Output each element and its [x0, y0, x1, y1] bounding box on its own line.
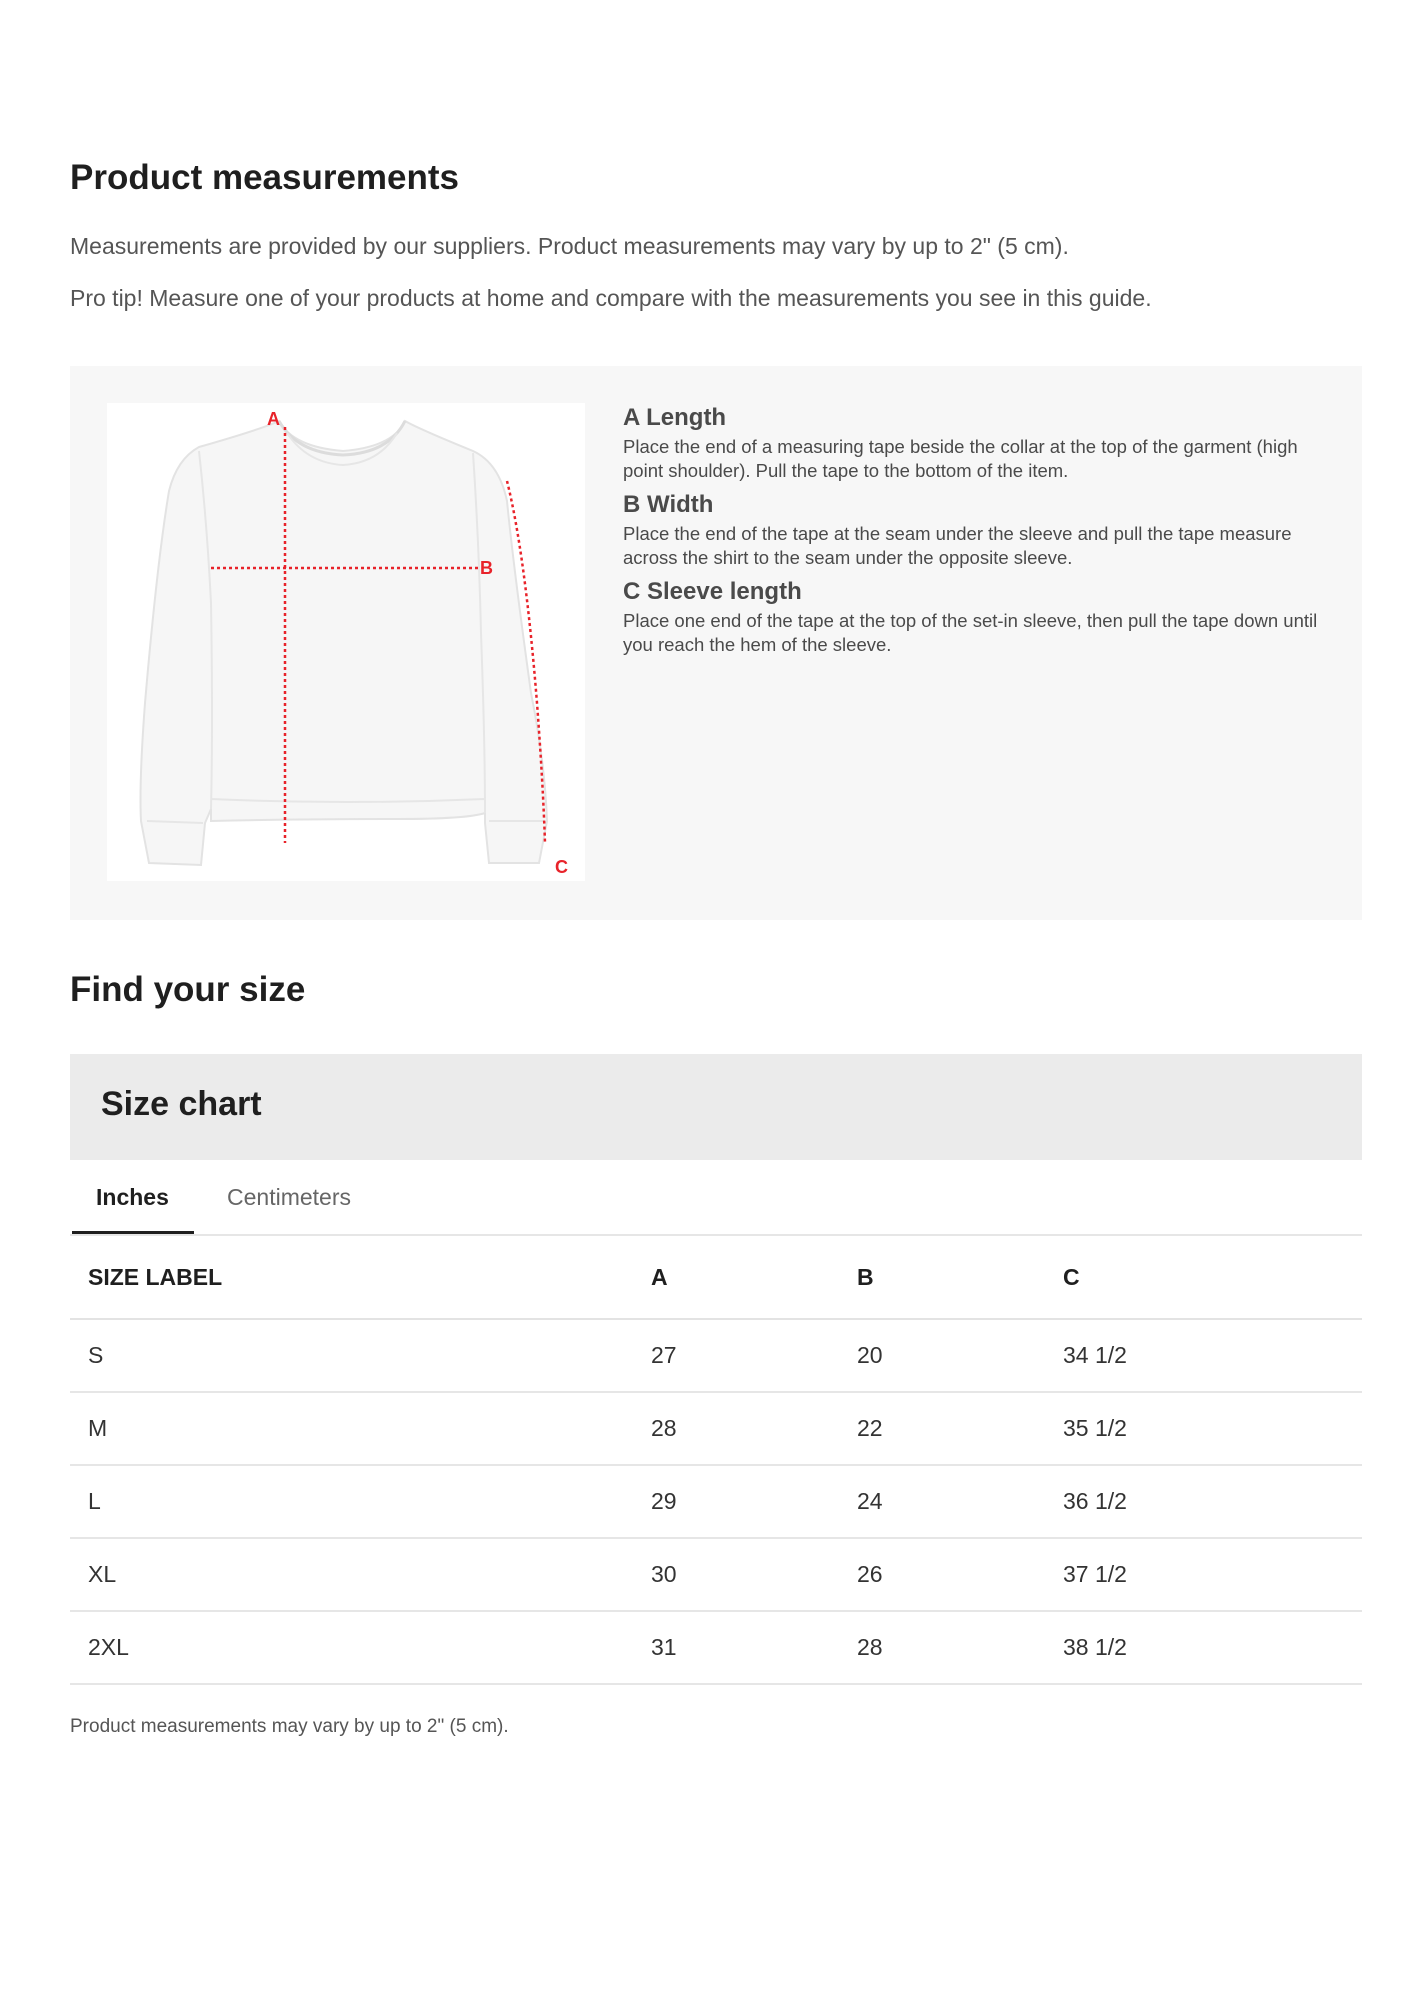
size-label-cell: XL	[70, 1538, 633, 1611]
length-cell: 27	[633, 1319, 839, 1392]
size-chart-header	[70, 1054, 1362, 1160]
header-c: C	[1045, 1236, 1362, 1319]
measurement-title: C Sleeve length	[623, 578, 802, 605]
tab-centimeters[interactable]: Centimeters	[227, 1184, 351, 1210]
table-row	[70, 1538, 1362, 1611]
sweatshirt-measurement-diagram	[107, 403, 585, 881]
pro-tip-text: Pro tip! Measure one of your products at home and compare with the measurements you see in this guide.	[70, 285, 1152, 311]
sweatshirt-illustration	[107, 403, 585, 881]
header-a: A	[633, 1236, 839, 1319]
measurement-length	[623, 404, 1323, 483]
width-cell: 24	[839, 1465, 1045, 1538]
sleeve-length-cell: 35 1/2	[1045, 1392, 1362, 1465]
product-measurements-heading: Product measurements	[70, 158, 460, 197]
measurement-title: A Length	[623, 404, 727, 431]
sleeve-length-cell: 38 1/2	[1045, 1611, 1362, 1684]
supplier-measurements-note: Measurements are provided by our suppliers. Product measurements may vary by up to 2" (5 cm).	[70, 233, 1069, 259]
size-label-cell: 2XL	[70, 1611, 633, 1684]
width-cell: 22	[839, 1392, 1045, 1465]
table-header-row	[70, 1236, 1362, 1319]
length-cell: 28	[633, 1392, 839, 1465]
table-row	[70, 1465, 1362, 1538]
width-cell: 28	[839, 1611, 1045, 1684]
active-tab-indicator	[72, 1231, 194, 1234]
measurement-descriptions	[623, 404, 1323, 665]
table-row	[70, 1611, 1362, 1684]
size-label-cell: M	[70, 1392, 633, 1465]
label-c: C	[555, 857, 568, 877]
measurement-variance-note: Product measurements may vary by up to 2" (5 cm).	[70, 1716, 509, 1737]
sleeve-length-cell: 37 1/2	[1045, 1538, 1362, 1611]
measurement-sleeve-length	[623, 578, 1323, 657]
measurement-text: Place the end of a measuring tape beside the collar at the top of the garment (high point shoulder). Pull the tape to the bottom of the item.	[623, 436, 1298, 481]
header-b: B	[839, 1236, 1045, 1319]
sleeve-length-cell: 34 1/2	[1045, 1319, 1362, 1392]
measurement-title: B Width	[623, 491, 714, 518]
label-b: B	[480, 558, 493, 578]
measurement-text: Place one end of the tape at the top of the set-in sleeve, then pull the tape down until you reach the hem of the sleeve.	[623, 610, 1318, 655]
measurement-guide-panel	[70, 366, 1362, 920]
size-label-cell: S	[70, 1319, 633, 1392]
header-size-label: SIZE LABEL	[70, 1236, 633, 1319]
width-cell: 26	[839, 1538, 1045, 1611]
size-table	[70, 1236, 1362, 1685]
size-label-cell: L	[70, 1465, 633, 1538]
length-cell: 31	[633, 1611, 839, 1684]
measurement-text: Place the end of the tape at the seam under the sleeve and pull the tape measure across the shirt to the seam under the opposite sleeve.	[623, 523, 1292, 568]
unit-tabs	[70, 1160, 1362, 1236]
sleeve-length-cell: 36 1/2	[1045, 1465, 1362, 1538]
width-cell: 20	[839, 1319, 1045, 1392]
measurement-width	[623, 491, 1323, 570]
table-row	[70, 1319, 1362, 1392]
size-chart-title: Size chart	[101, 1085, 262, 1123]
label-a: A	[267, 409, 280, 429]
length-cell: 30	[633, 1538, 839, 1611]
length-cell: 29	[633, 1465, 839, 1538]
find-your-size-heading: Find your size	[70, 970, 306, 1009]
tab-inches[interactable]: Inches	[96, 1184, 169, 1210]
table-row	[70, 1392, 1362, 1465]
